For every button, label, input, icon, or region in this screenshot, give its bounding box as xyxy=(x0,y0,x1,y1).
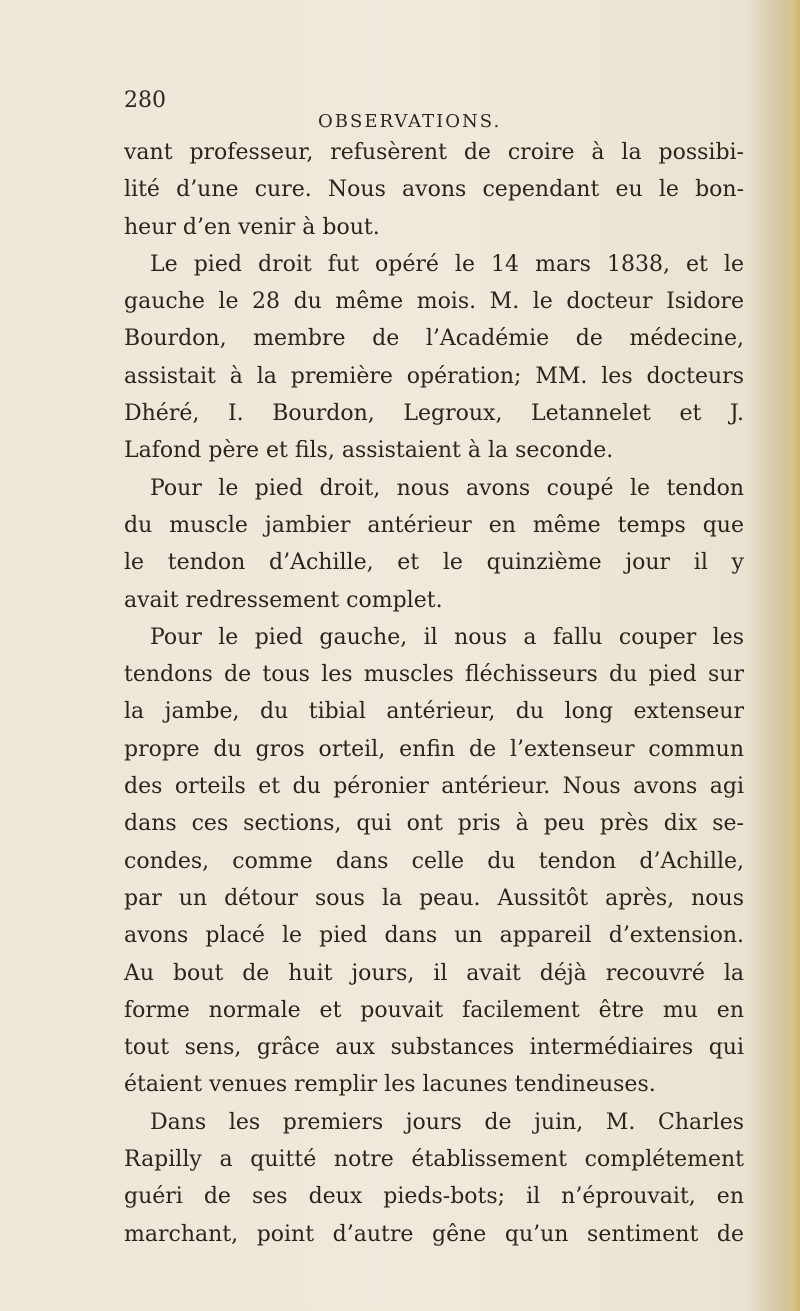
text-line: gauche le 28 du même mois. M. le docteur Isidore xyxy=(124,289,744,315)
text-line: tendons de tous les muscles fléchisseurs du pied sur xyxy=(124,662,744,688)
text-line: Dhéré, I. Bourdon, Legroux, Letannelet et J. xyxy=(124,401,744,427)
text-line: guéri de ses deux pieds-bots; il n’éprouvait, en xyxy=(124,1184,744,1210)
body-text xyxy=(124,134,744,1253)
text-line: Pour le pied gauche, il nous a fallu couper les xyxy=(150,624,744,650)
text-line: Rapilly a quitté notre établissement complétement xyxy=(124,1147,744,1173)
text-line: avons placé le pied dans un appareil d’extension. xyxy=(124,923,744,949)
text-line: Bourdon, membre de l’Académie de médecine, xyxy=(124,326,744,352)
text-line: du muscle jambier antérieur en même temps que xyxy=(124,512,744,538)
text-line: dans ces sections, qui ont pris à peu près dix se- xyxy=(124,811,744,837)
running-head: OBSERVATIONS. xyxy=(318,111,502,132)
text-line: lité d’une cure. Nous avons cependant eu le bon- xyxy=(124,177,744,203)
text-line: le tendon d’Achille, et le quinzième jour il y xyxy=(124,550,744,576)
text-line: la jambe, du tibial antérieur, du long extenseur xyxy=(124,699,744,725)
text-line: des orteils et du péronier antérieur. Nous avons agi xyxy=(124,774,744,800)
page-number: 280 xyxy=(124,88,166,113)
text-line: tout sens, grâce aux substances intermédiaires qui xyxy=(124,1035,744,1061)
text-line: Au bout de huit jours, il avait déjà recouvré la xyxy=(124,960,744,986)
text-line: propre du gros orteil, enfin de l’extenseur commun xyxy=(124,736,744,762)
page-edge xyxy=(784,0,800,1311)
text-line: heur d’en venir à bout. xyxy=(124,214,380,240)
text-line: assistait à la première opération; MM. les docteurs xyxy=(124,363,744,389)
text-line: Pour le pied droit, nous avons coupé le tendon xyxy=(150,475,744,501)
text-line: marchant, point d’autre gêne qu’un sentiment de xyxy=(124,1221,744,1247)
text-line: Lafond père et fils, assistaient à la seconde. xyxy=(124,438,614,464)
text-line: condes, comme dans celle du tendon d’Achille, xyxy=(124,848,744,874)
text-line: Le pied droit fut opéré le 14 mars 1838, et le xyxy=(150,251,744,277)
text-line: vant professeur, refusèrent de croire à la possibi- xyxy=(124,140,744,165)
text-line: étaient venues remplir les lacunes tendineuses. xyxy=(124,1072,656,1098)
text-line: forme normale et pouvait facilement être mu en xyxy=(124,997,744,1023)
text-line: avait redressement complet. xyxy=(124,587,443,613)
text-line: par un détour sous la peau. Aussitôt après, nous xyxy=(124,885,744,911)
text-line: Dans les premiers jours de juin, M. Charles xyxy=(150,1109,744,1135)
